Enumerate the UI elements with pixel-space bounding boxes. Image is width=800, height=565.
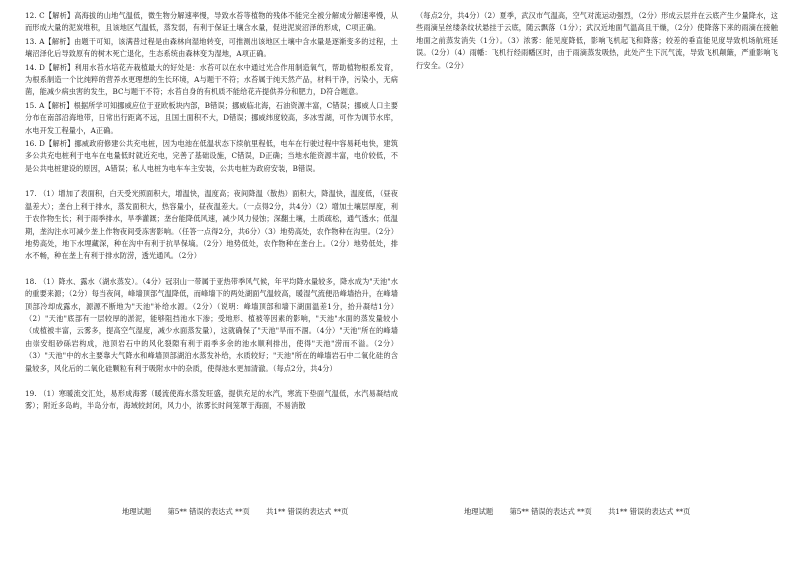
- footer-page-total: 共1** 错误的表达式 **页: [608, 507, 691, 516]
- footer-page-total: 共1** 错误的表达式 **页: [266, 507, 349, 516]
- answer-q19-continued: （每点2分，共4分）（2）夏季，武汉市气温高，空气对流运动强烈，（2分）形成云层并在云底产生少量降水，这些雨滴呈丝缕条纹状悬挂于云底，随云飘落（1分）；武汉近地面气温高且干燥，（2分）使降落下来的雨滴在接触地面之前蒸发消失（1分）。（3）浓雾：能见度降低，影响飞机起飞和降落；较差的垂直能见度导致机场航班延误。（2分）（4）雨幡：飞机行经雨幡区时，由于雨滴蒸发吸热，此处产生下沉气流，导致飞机颠簸，严重影响飞行安全。（2分）: [416, 11, 778, 70]
- left-column: [25, 10, 398, 414]
- spacer: [25, 264, 398, 276]
- answer-q13: 13. A【解析】由题干可知，该满普过程是由森林向湿地转变，可推测出该地区土壤中含水量是逐渐变多的过程，土壤沼泽化后导致原有的树木死亡退化，生态系统由森林变为湿地，A项正确。: [25, 36, 398, 59]
- answer-q18: 18. （1）降水、露水（湖水蒸发）。（4分）冠羽山一带属于亚热带季风气候，年平均降水量较多，降水成为"天池"水的重要来源；（2分）每当夜间，峰墙顶部气温降低，而峰墙下的两处湖面气温较高，暖湿气流便沿峰墙抬升，在峰墙顶部冷却成露水，源源不断地为"天池"补给水源。（2分）（说明：峰墙顶部和墙下湖面温差1分，抬升凝结1分）（2）"天池"底部有一层较厚的淤泥，能够阻挡池水下渗；受地形、植被等因素的影响，"天池"水面的蒸发量较小（成植被丰富，云雾多，提高空气湿度，减少水面蒸发量），这就确保了"天池"旱而不涸。（4分）"天池"所在的峰墙由崇安组砂砾岩构成，池顶岩石中的风化裂隙有利于雨季多余的池水顺利排出，使得"天池"涝而不溢。（2分）（3）"天池"中的水主要靠大气降水和峰墙顶部湖泊水蒸发补给，水质较好；"天池"所在的峰墙岩石中二氧化硅的含量较多，风化后的二氧化硅颗粒有利于吸附水中的杂质，使得池水更加清澈。（每点2分，共4分）: [25, 276, 398, 373]
- answer-q17: 17. （1）增加了表面积，白天受光照面积大，增温快，温度高；夜间降温（散热）面积大，降温快，温度低，（昼夜温差大）；垄台上利于排水，蒸发面积大，热容量小，昼夜温差大。（一点得2分，共4分）（2）增加土壤层厚度，利于农作物生长；利于雨季排水，旱季灌溉；垄台能降低风速，减少风力侵蚀；深翻土壤，土质疏松，通气透水；低温期，垄沟注水可减少垄上作物夜间受冻害影响。（任答一点得2分，共6分）（3）地势高处，农作物种在沟里。（2分）地势高处，地下水埋藏深，种在沟中有利于抗旱保墒。（2分）地势低处，农作物种在垄台上。（2分）地势低处，排水不畅，种在垄上有利于排水防涝，透光通风。（2分）: [25, 189, 398, 261]
- page-footer-right: [464, 507, 704, 517]
- spacer: [25, 176, 398, 188]
- answer-q15: 15. A【解析】根据所学可知挪威应位于亚欧板块内部，B错误；挪威临北海，石油资源丰富，C错误；挪威人口主要分布在南部沿海地带，日常出行距离不远，且国土面积不大，D错误；挪威纬度较高，多冰雪湖，可作为调节水库，水电开发工程量小，A正确。: [25, 100, 398, 135]
- footer-page-number: 第5** 错误的表达式 **页: [509, 507, 592, 516]
- answer-q19: 19. （1）寒暖流交汇处，易形成海雾（暖流使海水蒸发旺盛，提供充足的水汽，寒流下垫面气温低，水汽易凝结成雾）；附近多岛屿，半岛分布，海域较封闭，风力小，浓雾长时间笼罩于海面，不易消散: [25, 388, 398, 411]
- footer-page-number: 第5** 错误的表达式 **页: [167, 507, 250, 516]
- footer-subject: 地理试题: [464, 507, 494, 516]
- page-footer-left: [122, 507, 362, 517]
- spacer: [25, 376, 398, 388]
- footer-subject: 地理试题: [122, 507, 152, 516]
- answer-q14: 14. D【解析】利用水苔水培花卉栽植最大的好处是：水苔可以在水中通过光合作用制造氧气，帮助植物根系发育，为根系制造一个比纯粹的营养水更理想的生长环境，A与题干不符；水苔属于纯天然产品，材料干净，污染小，无病菌，能减少病虫害的发生，BC与题干不符；水苔自身的有机质不能给花卉提供养分和肥力，D符合题意。: [25, 62, 398, 97]
- right-column: [416, 10, 778, 73]
- answer-q16: 16. D【解析】挪威政府修建公共充电桩，因为电池在低温状态下续航里程低，电车在行驶过程中容易耗电快，建筑多公共充电桩利于电车在电量低时就近充电，完善了基础设施，C错误，D正确；当地水能资源丰富，电价较低，不是公共电桩建设的原因，A错误；私人电桩为电车车主安装，公共电桩为政府安装，B错误。: [25, 139, 398, 173]
- answer-q12: 12. C【解析】高海拔的山地气温低，微生物分解速率慢，导致水苔等植物的残体不能完全被分解成分解速率慢，从而形成大量的泥炭堆积，且该地区气温低，蒸发弱，有利于保证土壤含水量，促进泥炭沼泽的形成，C项正确。: [25, 11, 398, 33]
